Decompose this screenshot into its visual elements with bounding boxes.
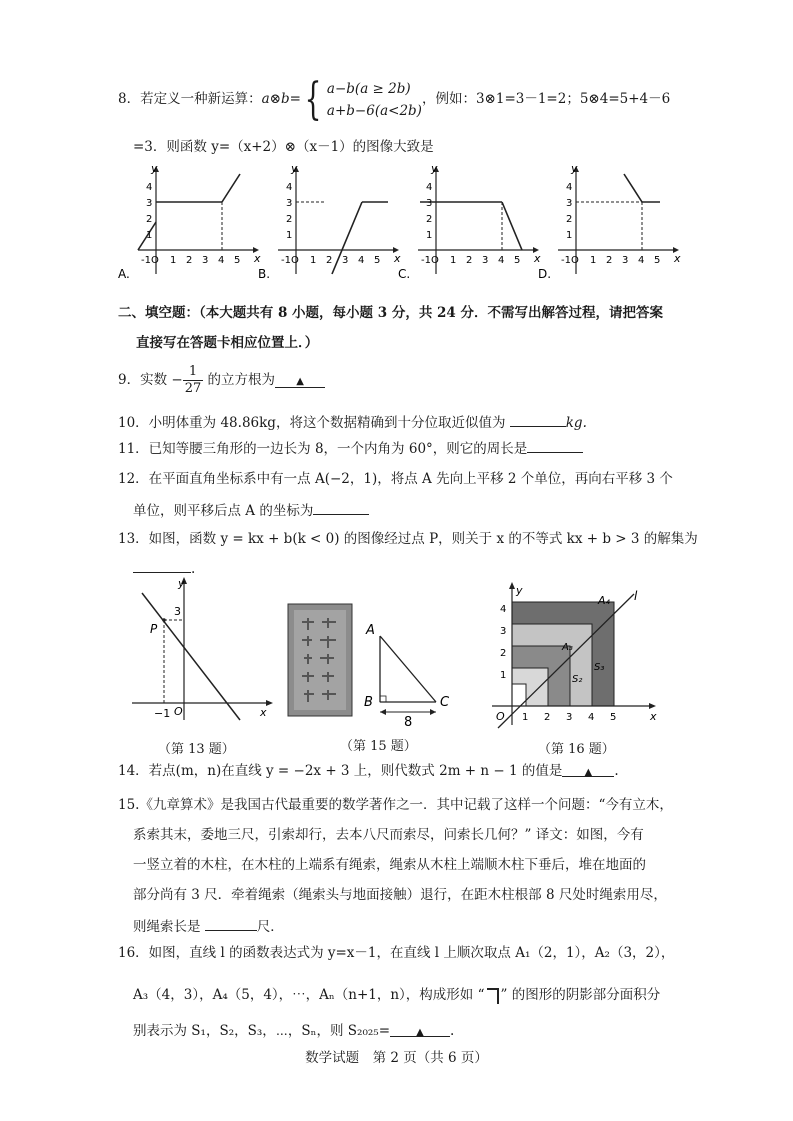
q16-line3-pre: 别表示为 S₁，S₂，S₃，⋯，Sₙ，则 S₂₀₂₅=: [133, 1023, 391, 1039]
q16-answer-blank: [390, 1022, 450, 1037]
f15-b: B: [364, 695, 373, 710]
graph-b-svg: [258, 162, 403, 282]
gb-t4: 4: [286, 182, 293, 193]
triangle-icon: ▲: [296, 376, 304, 387]
ga-t2: 2: [146, 214, 153, 225]
f16-x4: 4: [588, 712, 595, 723]
q13-answer-blank: [133, 558, 191, 573]
gc-x5: 5: [514, 255, 521, 266]
figure-15-caption: （第 15 题）: [340, 739, 417, 754]
figure-13-caption: （第 13 题）: [158, 742, 235, 757]
ga-x4: 4: [218, 255, 225, 266]
gd-t2: 2: [566, 214, 573, 225]
figure-13: [128, 575, 278, 725]
q16-line1: 16．如图，直线 l 的函数表达式为 y=x－1，在直线 l 上顺次取点 A₁（2，1），A₂（3，2），: [118, 945, 675, 961]
f13-neg1: −1: [154, 707, 171, 720]
gd-x2: 2: [606, 255, 613, 266]
f16-s3: S₃: [594, 662, 605, 673]
f13-three: 3: [174, 605, 181, 618]
q9-prefix: 9．实数 −: [118, 372, 183, 388]
q14-text: 14．若点(m，n)在直线 y = −2x + 3 上，则代数式 2m + n − 1 的值是: [118, 763, 563, 779]
q9-fraction: [183, 364, 204, 397]
q11-answer-blank: [527, 438, 583, 453]
q8-prefix: 8．若定义一种新运算：: [118, 91, 262, 107]
gd-x5: 5: [654, 255, 661, 266]
f16-x2: 2: [544, 712, 551, 723]
gd-x3: 3: [622, 255, 629, 266]
f15-a: A: [366, 623, 375, 638]
graph-c-svg: [398, 162, 543, 282]
gc-o: -1O: [421, 255, 439, 266]
q8-brace: {: [304, 73, 322, 125]
q9: [118, 360, 325, 400]
gb-o: -1O: [281, 255, 299, 266]
q8-line1: [118, 73, 671, 125]
figure-16-caption: （第 16 题）: [538, 742, 615, 757]
q8-case1: a−b(a ≥ 2b): [326, 80, 411, 97]
triangle-icon: ▲: [584, 767, 593, 778]
gb-x3: 3: [342, 255, 349, 266]
gb-t1: 1: [286, 230, 293, 241]
gb-x2: 2: [326, 255, 333, 266]
f16-t3: 3: [500, 626, 507, 637]
gd-t3: 3: [566, 198, 573, 209]
ga-t1: 1: [146, 230, 153, 241]
q8-graph-d: [538, 162, 683, 282]
option-a-label: A.: [118, 267, 130, 281]
gb-t3: 3: [286, 198, 293, 209]
q13-line1: 13．如图，函数 y = kx + b(k < 0) 的图像经过点 P，则关于 x 的不等式 kx + b > 3 的解集为: [118, 531, 698, 547]
f13-y: y: [178, 577, 185, 590]
f13-p: P: [150, 622, 158, 636]
f15-c: C: [440, 695, 450, 710]
q8-line2: =3．则函数 y=（x+2）⊗（x－1）的图像大致是: [133, 139, 434, 155]
q9-answer-blank: [275, 373, 325, 388]
gb-x1: 1: [310, 255, 317, 266]
q8-case2: a+b−6(a<2b): [326, 102, 422, 119]
f16-x1: 1: [522, 712, 529, 723]
f16-t1: 1: [500, 670, 507, 681]
q12-line2: [133, 500, 369, 520]
q12-answer-blank: [313, 500, 369, 515]
q12-line2-text: 单位，则平移后点 A 的坐标为: [133, 503, 314, 519]
figure-15-svg: [280, 600, 460, 730]
f13-x: x: [260, 706, 267, 719]
q11: [118, 438, 583, 458]
q9-suffix: 的立方根为: [203, 372, 276, 388]
gd-y: y: [571, 162, 578, 175]
figure-13-svg: [128, 575, 278, 725]
f16-x: x: [650, 710, 657, 723]
gc-x4: 4: [498, 255, 505, 266]
ga-x1: 1: [170, 255, 177, 266]
triangle-icon: ▲: [416, 1027, 424, 1038]
q9-num: 1: [183, 364, 204, 381]
ga-y: y: [151, 162, 158, 175]
q13-end: .: [191, 561, 196, 577]
q15-line5-post: 尺．: [256, 919, 284, 935]
ga-t4: 4: [146, 182, 153, 193]
q16-line3: [133, 1022, 454, 1040]
q15-line2: 系索其末，委地三尺，引索却行，去本八尺而索尽，问索长几何？” 译文：如图，今有: [133, 827, 644, 843]
q10-answer-blank: [510, 412, 566, 427]
q10-text: 10．小明体重为 48.86kg，将这个数据精确到十分位取近似值为: [118, 415, 506, 431]
q15-line4: 部分尚有 3 尺．牵着绳索（绳索头与地面接触）退行，在距木柱根部 8 尺处时绳索用尽，: [133, 887, 667, 903]
gc-y: y: [431, 162, 438, 175]
ga-t3: 3: [146, 198, 153, 209]
q15-line1: 15.《九章算术》是我国古代最重要的数学著作之一．其中记载了这样一个问题：“今有立木，: [118, 797, 673, 813]
f16-s2: S₂: [572, 674, 583, 685]
gc-t2: 2: [426, 214, 433, 225]
graph-d-svg: [538, 162, 683, 282]
q8-suffix: ，例如：3⊗1=3－1=2；5⊗4=5+4－6: [421, 91, 671, 107]
q8-graph-a: [118, 162, 263, 282]
q16-line2-post: ” 的图形的阴影部分面积分: [500, 987, 661, 1003]
gd-t4: 4: [566, 182, 573, 193]
figure-15: [280, 600, 460, 730]
gc-t4: 4: [426, 182, 433, 193]
ga-x2: 2: [186, 255, 193, 266]
gc-x3: 3: [482, 255, 489, 266]
gc-x2: 2: [466, 255, 473, 266]
q10-unit: kg.: [565, 415, 587, 431]
gb-y: y: [291, 162, 298, 175]
gb-x4: 4: [358, 255, 365, 266]
q14-end: .: [614, 763, 619, 779]
shaded-s1: [512, 668, 548, 706]
q8-cases: [327, 78, 422, 122]
ga-x: x: [254, 252, 261, 265]
q14: [118, 762, 619, 780]
q10: [118, 412, 587, 432]
section2-body: （本大题共有 8 小题，每小题 3 分，共 24 分．不需写出解答过程，请把答案: [199, 305, 664, 321]
f13-o: O: [174, 705, 183, 718]
q16-line2-pre: A₃（4，3），A₄（5，4），⋯，Aₙ（n+1，n），构成形如 “: [133, 987, 485, 1003]
ga-o: -1O: [141, 255, 159, 266]
ga-x3: 3: [202, 255, 209, 266]
q15-answer-blank: [205, 916, 257, 931]
gd-o: -1O: [561, 255, 579, 266]
l-shape-icon: [487, 988, 499, 1004]
figure-16: [484, 580, 664, 730]
q11-text: 11．已知等腰三角形的一边长为 8，一个内角为 60°，则它的周长是: [118, 441, 528, 457]
f16-x3: 3: [566, 712, 573, 723]
f16-a4: A₄: [598, 594, 610, 607]
f16-a3: A₃: [562, 642, 573, 653]
gb-x5: 5: [374, 255, 381, 266]
q8-graph-c: [398, 162, 543, 282]
gc-t3: 3: [426, 198, 433, 209]
q8-graph-b: [258, 162, 403, 282]
option-b-label: B.: [258, 267, 271, 281]
option-d-label: D.: [538, 267, 552, 281]
f16-t4: 4: [500, 604, 507, 615]
gd-x4: 4: [638, 255, 645, 266]
gd-t1: 1: [566, 230, 573, 241]
ga-x5: 5: [234, 255, 241, 266]
section2-line2: 直接写在答题卡相应位置上．）: [136, 335, 319, 351]
q16-end: .: [450, 1023, 455, 1039]
gd-x1: 1: [590, 255, 597, 266]
option-c-label: C.: [398, 267, 411, 281]
f15-eight: 8: [404, 715, 413, 730]
f16-l: l: [634, 589, 638, 603]
q14-answer-blank: [562, 762, 614, 777]
gc-x1: 1: [450, 255, 457, 266]
f16-x5: 5: [610, 712, 617, 723]
f16-o: O: [496, 710, 505, 723]
graph-a-svg: [118, 162, 263, 282]
q15-line5-pre: 则绳索长是: [133, 919, 201, 935]
section2-line1: [118, 304, 663, 322]
f16-t2: 2: [500, 648, 507, 659]
q15-line3: 一竖立着的木柱，在木柱的上端系有绳索，绳索从木柱上端顺木柱下垂后，堆在地面的: [133, 857, 646, 873]
f16-y: y: [516, 584, 523, 597]
q9-den: 27: [184, 381, 202, 396]
gc-x: x: [534, 252, 541, 265]
gb-t2: 2: [286, 214, 293, 225]
figure-16-svg: [484, 580, 664, 730]
page-footer: 数学试题 第 2 页（共 6 页）: [305, 1050, 488, 1066]
q8-expr: a⊗b=: [261, 91, 301, 107]
gb-x: x: [394, 252, 401, 265]
gd-x: x: [674, 252, 681, 265]
gc-t1: 1: [426, 230, 433, 241]
section2-head: 二、填空题：: [118, 305, 199, 321]
q16-line2: [133, 986, 660, 1004]
q15-line5: [133, 916, 284, 936]
q12-line1: 12．在平面直角坐标系中有一点 A(−2，1)，将点 A 先向上平移 2 个单位，再向右平移 3 个: [118, 471, 673, 487]
